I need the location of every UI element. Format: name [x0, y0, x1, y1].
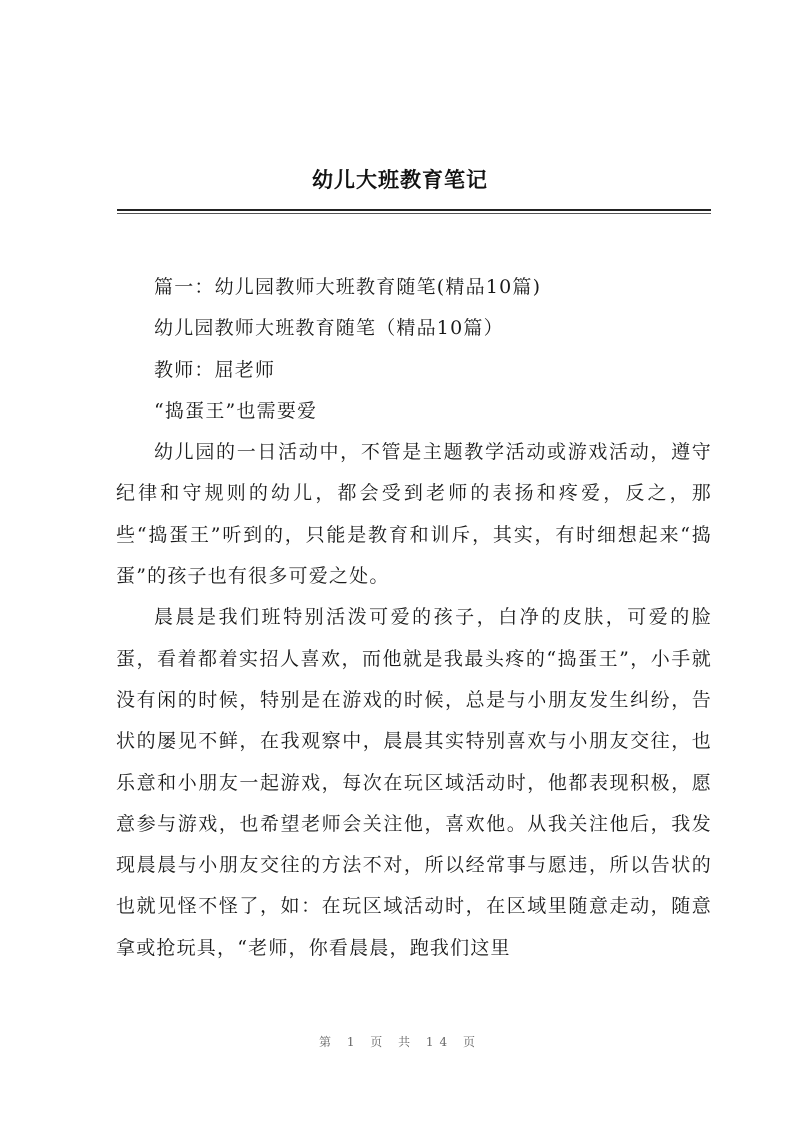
page-number-footer: 第 1 页 共 14 页 — [319, 1035, 481, 1049]
teacher-line: 教师：屈老师 — [154, 358, 276, 381]
paragraph: 晨晨是我们班特别活泼可爱的孩子，白净的皮肤，可爱的脸蛋，看着都着实招人喜欢，而他就是我最头疼的“捣蛋王”，小手就没有闲的时候，特别是在游戏的时候，总是与小朋友发生纠纷，告状的屡见不鲜，在我观察中，晨晨其实特别喜欢与小朋友交往，也乐意和小朋友一起游戏，每次在玩区域活动时，他都表现积极，愿意参与游戏，也希望老师会关注他，喜欢他。从我关注他后，我发现晨晨与小朋友交往的方法不对，所以经常事与愿违，所以告状的也就见怪不怪了，如：在玩区域活动时，在区域里随意走动，随意拿或抢玩具，“老师，你看晨晨，跑我们这里 — [116, 606, 712, 959]
document-title: 幼儿大班教育笔记 — [312, 168, 488, 192]
title-underline-thin — [117, 213, 711, 214]
essay-title: “捣蛋王”也需要爱 — [154, 399, 318, 422]
title-underline — [117, 209, 711, 211]
section-subtitle: 幼儿园教师大班教育随笔（精品10篇） — [154, 317, 504, 340]
document-body — [116, 267, 712, 969]
section-heading: 篇一：幼儿园教师大班教育随笔(精品10篇) — [154, 276, 542, 298]
paragraph: 幼儿园的一日活动中，不管是主题教学活动或游戏活动，遵守纪律和守规则的幼儿，都会受到老师的表扬和疼爱，反之，那些“捣蛋王”听到的，只能是教育和训斥，其实，有时细想起来“捣蛋”的孩子也有很多可爱之处。 — [116, 441, 712, 588]
